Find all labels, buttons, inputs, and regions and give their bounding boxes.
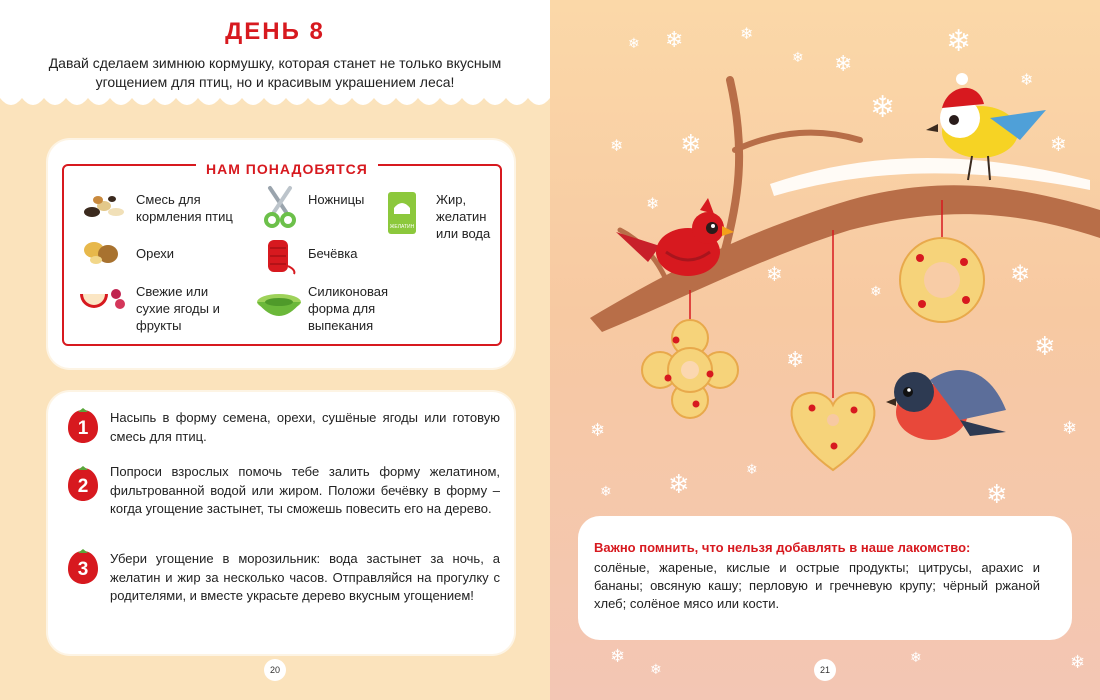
- warning-text: солёные, жареные, кислые и острые продукты; цитрусы, арахис и бананы; овсяную кашу; перловую и гречневую крупу; чёрный ржаной хлеб; солёное мясо или кости.: [594, 560, 1040, 611]
- snowflake-icon: ❄: [590, 420, 606, 441]
- snowflake-icon: ❄: [792, 50, 804, 66]
- step-2-text: Попроси взрослых помочь тебе залить форму желатином, фильтрованной водой или жиром. Положи бечёвку в форму – когда угощение застынет, ты сможешь повесить его на дерево.: [110, 464, 500, 516]
- snowflake-icon: ❄: [834, 52, 853, 77]
- step-3-text: Убери угощение в морозильник: вода застынет за ночь, а желатин и жир за несколько часов. Отправляйся на прогулку с родителями, и вместе украсьте дерево вкусным угощением!: [110, 551, 500, 603]
- step-3-badge: [66, 549, 100, 585]
- snowflake-icon: ❄: [646, 194, 660, 213]
- warning-card: [578, 516, 1072, 640]
- snowflake-icon: ❄: [1070, 652, 1086, 673]
- twine-spool-icon: [264, 236, 300, 276]
- snowflake-icon: ❄: [610, 646, 626, 667]
- snowflake-icon: ❄: [870, 90, 896, 125]
- snowflake-icon: ❄: [740, 24, 754, 43]
- snowflake-icon: ❄: [665, 28, 684, 53]
- upper-branch: [720, 80, 739, 268]
- step-3-number: 3: [77, 559, 89, 580]
- step-1-text: Насыпь в форму семена, орехи, сушёные ягоды или готовую смесь для птиц.: [110, 410, 500, 444]
- supply-item-seed-mix: Смесь для кормления птиц: [136, 192, 233, 224]
- snowflake-icon: ❄: [1062, 418, 1078, 439]
- silicone-mold-icon: [254, 290, 304, 324]
- cross-feeder-hole: [681, 361, 699, 379]
- snowflake-icon: ❄: [610, 136, 624, 155]
- supply-item-twine: Бечёвка: [308, 246, 358, 261]
- snowflake-icon: ❄: [1050, 132, 1067, 156]
- side-twig: [735, 133, 860, 150]
- berries-fruit-icon: [76, 284, 128, 314]
- supply-item-scissors: Ножницы: [308, 192, 365, 207]
- step-1-number: 1: [77, 418, 89, 439]
- snowflake-icon: ❄: [1020, 70, 1034, 89]
- gelatin-pack-label: ЖЕЛАТИН: [389, 224, 415, 230]
- snowflake-icon: ❄: [1034, 332, 1056, 362]
- page-title: ДЕНЬ 8: [225, 18, 325, 45]
- snowflake-icon: ❄: [786, 348, 805, 373]
- nuts-icon: [80, 238, 124, 266]
- step-2-number: 2: [77, 476, 89, 497]
- supply-item-silicone-mold: Силиконовая форма для выпекания: [308, 284, 388, 333]
- scissors-icon: [262, 184, 298, 230]
- supply-item-fat-gelatin: Жир, желатин или вода: [436, 192, 491, 241]
- snowflake-icon: ❄: [870, 284, 882, 300]
- page-number-left: 20: [264, 659, 286, 681]
- snowflake-icon: ❄: [746, 462, 758, 478]
- heart-feeder: [792, 393, 875, 470]
- snowflake-icon: ❄: [600, 484, 612, 500]
- page-number-right: 21: [814, 659, 836, 681]
- supplies-title: НАМ ПОНАДОБЯТСЯ: [196, 161, 378, 177]
- snowflake-icon: ❄: [680, 130, 702, 160]
- bird-seed-mix-icon: [78, 190, 128, 222]
- supply-item-berries: Свежие или сухие ягоды и фрукты: [136, 284, 220, 333]
- snowflake-icon: ❄: [628, 36, 640, 52]
- supply-item-nuts: Орехи: [136, 246, 175, 261]
- snowflake-icon: ❄: [910, 650, 922, 666]
- heart-feeder-hole: [827, 414, 839, 426]
- ring-feeder-hole: [924, 262, 960, 298]
- warning-title: Важно помнить, что нельзя добавлять в наше лакомство:: [594, 540, 971, 555]
- snowflake-icon: ❄: [766, 262, 783, 286]
- intro-text: Давай сделаем зимнюю кормушку, которая станет не только вкусным угощением для птиц, но и красивым украшением леса!: [48, 55, 502, 90]
- bullfinch-bird: [886, 370, 1006, 440]
- snowflake-icon: ❄: [650, 662, 662, 678]
- snowflake-icon: ❄: [1010, 260, 1031, 288]
- step-2-badge: [66, 466, 100, 502]
- step-1-badge: [66, 408, 100, 444]
- snowflake-icon: ❄: [986, 480, 1008, 510]
- snowflake-icon: ❄: [668, 470, 690, 500]
- snowflake-icon: ❄: [946, 24, 972, 59]
